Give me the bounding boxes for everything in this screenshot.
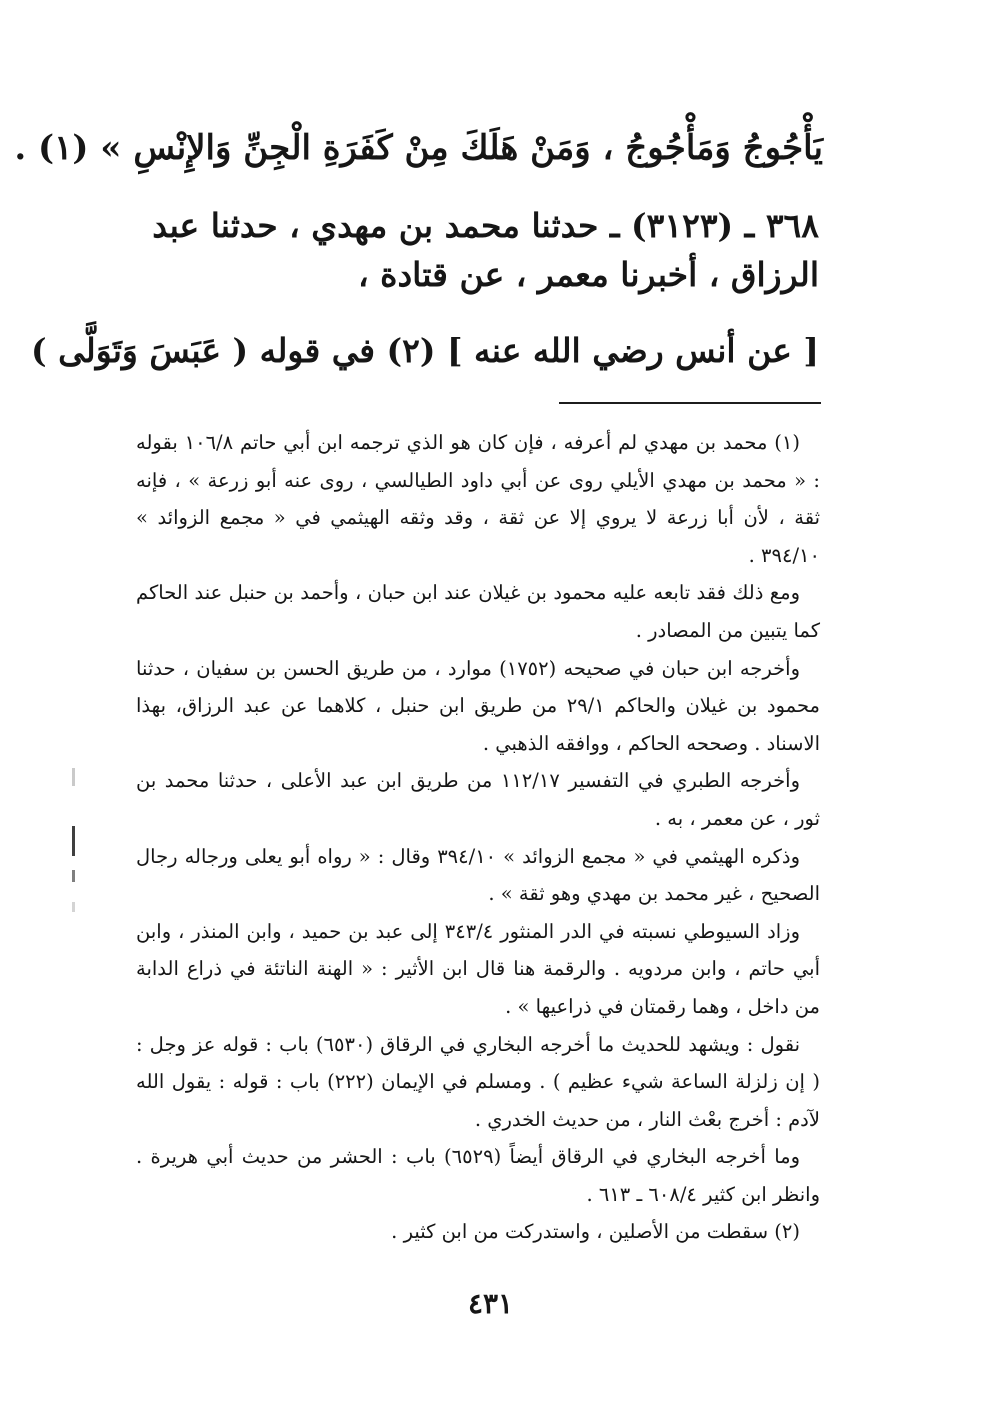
hadith-matn-line: [ عن أنس رضي الله عنه ] (٢) في قوله ( عَبَسَ وَتَوَلَّى ): [31, 331, 819, 370]
quran-verse-line: يَأْجُوجُ وَمَأْجُوجُ ، وَمَنْ هَلَكَ مِنْ كَفَرَةِ الْجِنِّ وَالإِنْسِ » (١) .: [14, 128, 823, 168]
footnote-paragraph: وزاد السيوطي نسبته في الدر المنثور ٣٤٣/٤ إلى عبد بن حميد ، وابن المنذر ، وابن أبي حاتم ، وابن مردويه . والرقمة هنا قال ابن الأثير : « الهنة الناتئة في ذراع الدابة من داخل ، وهما رقمتان في ذراعيها » .: [136, 919, 820, 1018]
footnote-paragraph: وأخرجه ابن حبان في صحيحه (١٧٥٢) موارد ، من طريق الحسن بن سفيان ، حدثنا محمود بن غيلان والحاكم ٢٩/١ من طريق ابن حنبل ، كلاهما عن عبد الرزاق، بهذا الاسناد . وصححه الحاكم ، ووافقه الذهبي .: [136, 656, 820, 755]
footnote-paragraph: وأخرجه الطبري في التفسير ١١٢/١٧ من طريق ابن عبد الأعلى ، حدثنا محمد بن ثور ، عن معمر ، به .: [136, 769, 820, 830]
footnote-paragraph: وذكره الهيثمي في « مجمع الزوائد » ٣٩٤/١٠ وقال : « رواه أبو يعلى ورجاله رجال الصحيح ، غير محمد بن مهدي وهو ثقة » .: [136, 844, 820, 906]
scan-artifact-mark: [70, 768, 76, 928]
footnote-separator: [559, 402, 821, 404]
footnote-1-intro: (١) محمد بن مهدي لم أعرفه ، فإن كان هو الذي ترجمه ابن أبي حاتم ١٠٦/٨ بقوله : « محمد بن مهدي الأيلي روى عن أبي داود الطيالسي ، روى عنه أبو زرعة » ، فإنه ثقة ، لأن أبا زرعة لا يروي إلا عن ثقة ، وقد وثقه الهيثمي في « مجمع الزوائد » ٣٩٤/١٠ .: [136, 431, 820, 567]
footnote-paragraph: ومع ذلك فقد تابعه عليه محمود بن غيلان عند ابن حبان ، وأحمد بن حنبل عند الحاكم كما يتبين من المصادر .: [136, 581, 820, 642]
hadith-isnad-line-2: الرزاق ، أخبرنا معمر ، عن قتادة ،: [358, 255, 819, 294]
footnote-2: (٢) سقطت من الأصلين ، واستدركت من ابن كثير .: [391, 1220, 800, 1244]
footnotes-section: [136, 424, 820, 1251]
page-number: ٤٣١: [467, 1287, 514, 1320]
footnote-paragraph: وما أخرجه البخاري في الرقاق أيضاً (٦٥٢٩) باب : الحشر من حديث أبي هريرة . وانظر ابن كثير ٦٠٨/٤ ـ ٦١٣ .: [136, 1145, 820, 1206]
hadith-isnad-line-1: ٣٦٨ ـ (٣١٢٣) ـ حدثنا محمد بن مهدي ، حدثنا عبد: [152, 206, 819, 245]
footnote-paragraph: نقول : ويشهد للحديث ما أخرجه البخاري في الرقاق (٦٥٣٠) باب : قوله عز وجل : ( إن زلزلة الساعة شيء عظيم ) . ومسلم في الإيمان (٢٢٢) باب : قوله : يقول الله لآدم : أخرج بعْث النار ، من حديث الخدري .: [136, 1032, 820, 1131]
